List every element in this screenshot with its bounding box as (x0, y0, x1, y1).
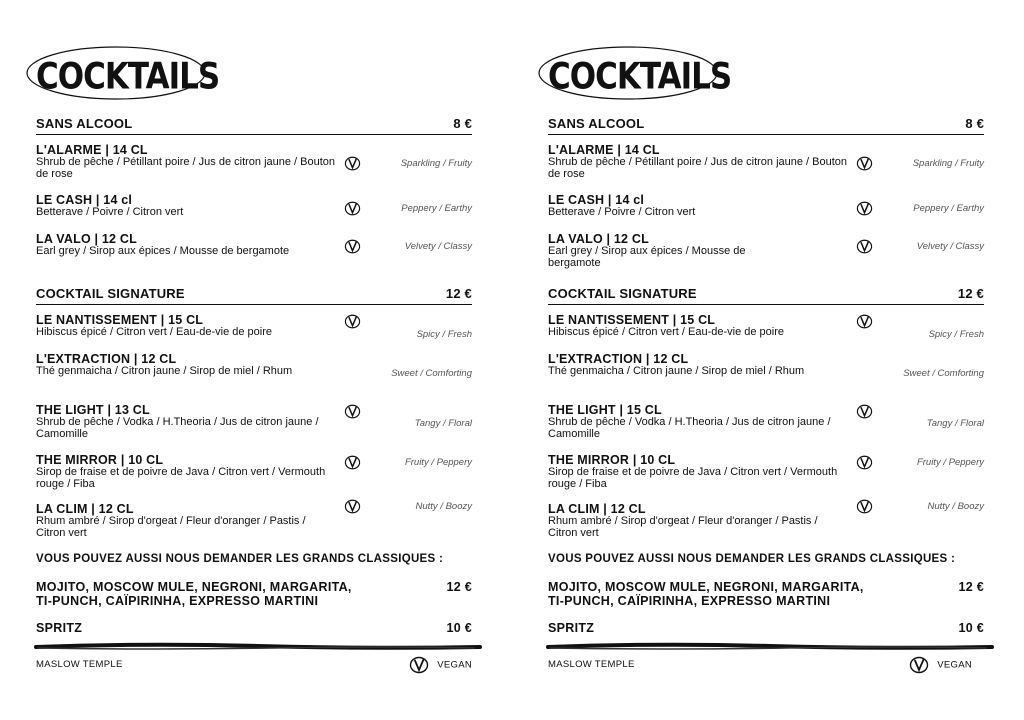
drink-name: THE LIGHT | 13 CL (36, 403, 150, 417)
vegan-icon (856, 314, 873, 329)
drink-item (548, 144, 984, 180)
drink-tags: Nutty / Boozy (927, 501, 984, 512)
drink-item (36, 503, 472, 539)
drink-tags: Sweet / Comforting (391, 368, 472, 379)
footer-vegan-legend (409, 656, 472, 674)
drink-item (548, 314, 984, 339)
drink-tags: Velvety / Classy (916, 241, 984, 252)
drink-tags: Tangy / Floral (414, 418, 472, 429)
vegan-icon (344, 499, 361, 514)
classics-line: TI-PUNCH, CAÏPIRINHA, EXPRESSO MARTINI (548, 594, 831, 608)
vegan-legend-label: VEGAN (437, 659, 472, 671)
drink-description: Hibiscus épicé / Citron vert / Eau-de-vie de poire (548, 326, 784, 338)
drink-description: Betterave / Poivre / Citron vert (36, 206, 184, 218)
vegan-icon (344, 404, 361, 419)
classics-list (548, 580, 984, 608)
drink-item (36, 194, 472, 219)
drink-name: LA CLIM | 12 CL (548, 502, 646, 516)
drink-tags: Sparkling / Fruity (912, 158, 984, 169)
drink-name: THE LIGHT | 15 CL (548, 403, 662, 417)
drink-tags: Spicy / Fresh (416, 329, 472, 340)
drink-name: LA VALO | 12 CL (548, 232, 649, 246)
footer-venue: MASLOW TEMPLE (36, 659, 123, 670)
classics-note: VOUS POUVEZ AUSSI NOUS DEMANDER LES GRANDS CLASSIQUES : (36, 553, 444, 565)
drink-tags: Sparkling / Fruity (400, 158, 472, 169)
drink-name: LE CASH | 14 cl (548, 193, 645, 207)
drink-tags: Fruity / Peppery (404, 457, 472, 468)
vegan-icon (856, 404, 873, 419)
section-title: COCKTAIL SIGNATURE (36, 286, 185, 301)
page-title: COCKTAILS (548, 55, 732, 99)
drink-name: THE MIRROR | 10 CL (36, 453, 164, 467)
drink-item (548, 503, 984, 539)
spritz-price: 10 € (446, 621, 472, 635)
classics-price: 12 € (958, 580, 984, 594)
vegan-icon (344, 314, 361, 329)
drink-tags: Fruity / Peppery (916, 457, 984, 468)
section-title: SANS ALCOOL (548, 116, 645, 131)
drink-description: Sirop de fraise et de poivre de Java / Citron vert / Vermouth rouge / Fiba (36, 466, 326, 490)
drink-description: Earl grey / Sirop aux épices / Mousse de bergamote (548, 245, 746, 269)
classics-line: TI-PUNCH, CAÏPIRINHA, EXPRESSO MARTINI (36, 594, 319, 608)
vegan-icon (856, 201, 873, 216)
drink-description: Shrub de pêche / Pétillant poire / Jus de citron jaune / Bouton de rose (36, 156, 336, 180)
drink-description: Shrub de pêche / Vodka / H.Theoria / Jus de citron jaune / Camomille (36, 416, 319, 440)
classics-price: 12 € (446, 580, 472, 594)
drink-name: LA VALO | 12 CL (36, 232, 137, 246)
section-title: COCKTAIL SIGNATURE (548, 286, 697, 301)
drink-tags: Sweet / Comforting (903, 368, 984, 379)
drink-description: Sirop de fraise et de poivre de Java / Citron vert / Vermouth rouge / Fiba (548, 466, 838, 490)
drink-description: Earl grey / Sirop aux épices / Mousse de bergamote (36, 245, 290, 257)
menu-page-right (536, 0, 984, 720)
drink-description: Betterave / Poivre / Citron vert (548, 206, 696, 218)
section-header-sans-alcool (548, 116, 984, 135)
section-header-cocktail-signature (548, 286, 984, 305)
vegan-icon (856, 499, 873, 514)
brush-stroke-divider (34, 642, 482, 652)
section-title: SANS ALCOOL (36, 116, 133, 131)
section-header-cocktail-signature (36, 286, 472, 305)
vegan-icon (344, 156, 361, 171)
brush-stroke-divider (546, 642, 994, 652)
drink-name: L'ALARME | 14 CL (548, 143, 660, 157)
drink-item (548, 194, 984, 219)
drink-item (548, 353, 984, 378)
section-price: 12 € (957, 286, 984, 301)
vegan-icon (344, 455, 361, 470)
drink-name: THE MIRROR | 10 CL (548, 453, 676, 467)
classics-note: VOUS POUVEZ AUSSI NOUS DEMANDER LES GRANDS CLASSIQUES : (548, 553, 956, 565)
drink-description: Shrub de pêche / Pétillant poire / Jus de citron jaune / Bouton de rose (548, 156, 848, 180)
vegan-legend-label: VEGAN (937, 659, 972, 671)
drink-item (548, 404, 984, 440)
drink-description: Shrub de pêche / Vodka / H.Theoria / Jus de citron jaune / Camomille (548, 416, 831, 440)
drink-item (36, 353, 472, 378)
title-badge (24, 44, 220, 102)
drink-item (36, 314, 472, 339)
drink-description: Thé genmaicha / Citron jaune / Sirop de miel / Rhum (36, 365, 293, 377)
drink-description: Rhum ambré / Sirop d'orgeat / Fleur d'oranger / Pastis / Citron vert (36, 515, 306, 539)
classics-list (36, 580, 472, 608)
drink-item (36, 144, 472, 180)
spritz-label: SPRITZ (548, 621, 595, 635)
section-price: 12 € (445, 286, 472, 301)
section-price: 8 € (965, 116, 984, 131)
vegan-icon (409, 656, 429, 674)
vegan-icon (344, 201, 361, 216)
spritz-price: 10 € (958, 621, 984, 635)
spritz-row (548, 621, 984, 635)
drink-name: L'ALARME | 14 CL (36, 143, 148, 157)
section-header-sans-alcool (36, 116, 472, 135)
classics-line: MOJITO, MOSCOW MULE, NEGRONI, MARGARITA, (548, 580, 864, 594)
footer-vegan-legend (909, 656, 972, 674)
title-badge (536, 44, 732, 102)
footer-venue: MASLOW TEMPLE (548, 659, 635, 670)
page-title: COCKTAILS (36, 55, 220, 99)
vegan-icon (909, 656, 929, 674)
drink-name: LE NANTISSEMENT | 15 CL (36, 313, 204, 327)
spritz-row (36, 621, 472, 635)
drink-name: L'EXTRACTION | 12 CL (548, 352, 689, 366)
vegan-icon (344, 239, 361, 254)
drink-item (36, 233, 472, 258)
drink-tags: Tangy / Floral (926, 418, 984, 429)
drink-tags: Peppery / Earthy (913, 203, 984, 214)
spritz-label: SPRITZ (36, 621, 83, 635)
drink-description: Hibiscus épicé / Citron vert / Eau-de-vie de poire (36, 326, 272, 338)
vegan-icon (856, 156, 873, 171)
drink-tags: Spicy / Fresh (928, 329, 984, 340)
drink-name: LE NANTISSEMENT | 15 CL (548, 313, 716, 327)
classics-line: MOJITO, MOSCOW MULE, NEGRONI, MARGARITA, (36, 580, 352, 594)
drink-description: Thé genmaicha / Citron jaune / Sirop de miel / Rhum (548, 365, 805, 377)
vegan-icon (856, 455, 873, 470)
drink-name: LA CLIM | 12 CL (36, 502, 134, 516)
menu-page-left (24, 0, 472, 720)
drink-item (548, 233, 984, 269)
drink-item (36, 454, 472, 490)
drink-description: Rhum ambré / Sirop d'orgeat / Fleur d'oranger / Pastis / Citron vert (548, 515, 818, 539)
drink-item (36, 404, 472, 440)
drink-tags: Peppery / Earthy (401, 203, 472, 214)
vegan-icon (856, 239, 873, 254)
drink-tags: Nutty / Boozy (415, 501, 472, 512)
section-price: 8 € (453, 116, 472, 131)
drink-tags: Velvety / Classy (404, 241, 472, 252)
drink-item (548, 454, 984, 490)
drink-name: LE CASH | 14 cl (36, 193, 133, 207)
drink-name: L'EXTRACTION | 12 CL (36, 352, 177, 366)
